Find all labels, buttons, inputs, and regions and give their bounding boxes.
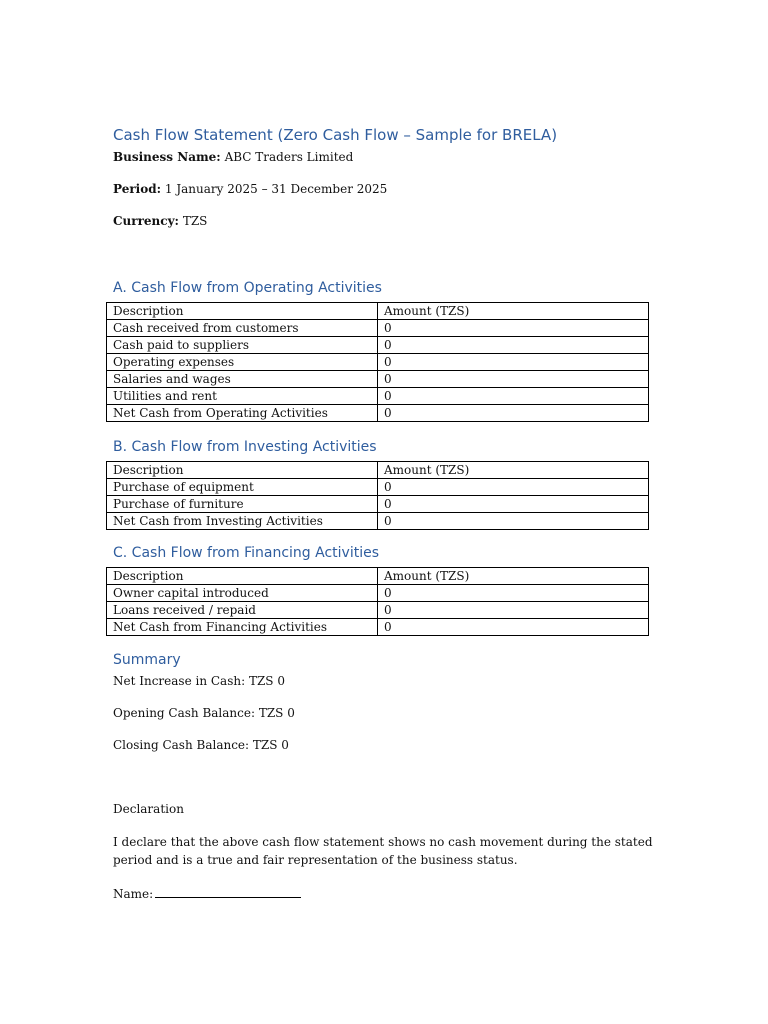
- period-line: [113, 182, 387, 196]
- header-description: Description: [107, 303, 378, 320]
- period-label: Period:: [113, 182, 162, 196]
- row-amount: 0: [378, 602, 649, 619]
- row-description: Purchase of equipment: [107, 479, 378, 496]
- document-title: Cash Flow Statement (Zero Cash Flow – Sample for BRELA): [113, 126, 558, 144]
- table-row: [107, 513, 649, 530]
- header-amount: Amount (TZS): [378, 462, 649, 479]
- financing-table: [106, 567, 649, 636]
- table-row: [107, 602, 649, 619]
- row-description: Owner capital introduced: [107, 585, 378, 602]
- table-header-row: [107, 303, 649, 320]
- row-description: Net Cash from Financing Activities: [107, 619, 378, 636]
- row-description: Purchase of furniture: [107, 496, 378, 513]
- table-row: [107, 320, 649, 337]
- row-amount: 0: [378, 405, 649, 422]
- header-description: Description: [107, 568, 378, 585]
- table-header-row: [107, 462, 649, 479]
- table-row: [107, 479, 649, 496]
- table-row: [107, 496, 649, 513]
- table-header-row: [107, 568, 649, 585]
- row-amount: 0: [378, 388, 649, 405]
- currency-line: [113, 214, 207, 228]
- opening-balance-line: Opening Cash Balance: TZS 0: [113, 706, 295, 720]
- section-heading-operating: A. Cash Flow from Operating Activities: [113, 280, 382, 296]
- currency-value: TZS: [182, 214, 208, 228]
- business-name-label: Business Name:: [113, 150, 221, 164]
- row-description: Loans received / repaid: [107, 602, 378, 619]
- name-blank-field: [155, 885, 301, 898]
- table-row: [107, 619, 649, 636]
- row-description: Operating expenses: [107, 354, 378, 371]
- row-amount: 0: [378, 337, 649, 354]
- table-row: [107, 405, 649, 422]
- section-heading-investing: B. Cash Flow from Investing Activities: [113, 439, 377, 455]
- row-description: Utilities and rent: [107, 388, 378, 405]
- row-description: Cash received from customers: [107, 320, 378, 337]
- business-name-line: [113, 150, 353, 164]
- section-heading-financing: C. Cash Flow from Financing Activities: [113, 545, 379, 561]
- investing-table: [106, 461, 649, 530]
- declaration-heading: Declaration: [113, 802, 184, 816]
- table-row: [107, 354, 649, 371]
- summary-heading: Summary: [113, 652, 181, 668]
- period-value: 1 January 2025 – 31 December 2025: [164, 182, 388, 196]
- row-description: Cash paid to suppliers: [107, 337, 378, 354]
- operating-table: [106, 302, 649, 422]
- business-name-value: ABC Traders Limited: [224, 150, 354, 164]
- declaration-text: I declare that the above cash flow statement shows no cash movement during the stated period and is a true and fair representation of the business status.: [113, 835, 653, 867]
- table-row: [107, 371, 649, 388]
- currency-label: Currency:: [113, 214, 179, 228]
- row-amount: 0: [378, 479, 649, 496]
- row-description: Salaries and wages: [107, 371, 378, 388]
- table-row: [107, 388, 649, 405]
- net-increase-line: Net Increase in Cash: TZS 0: [113, 674, 285, 688]
- table-row: [107, 337, 649, 354]
- row-amount: 0: [378, 320, 649, 337]
- table-row: [107, 585, 649, 602]
- row-amount: 0: [378, 354, 649, 371]
- header-amount: Amount (TZS): [378, 303, 649, 320]
- name-signature-line: [113, 885, 301, 901]
- header-description: Description: [107, 462, 378, 479]
- closing-balance-line: Closing Cash Balance: TZS 0: [113, 738, 289, 752]
- row-amount: 0: [378, 496, 649, 513]
- row-amount: 0: [378, 619, 649, 636]
- header-amount: Amount (TZS): [378, 568, 649, 585]
- name-label: Name:: [113, 887, 154, 901]
- row-description: Net Cash from Investing Activities: [107, 513, 378, 530]
- row-description: Net Cash from Operating Activities: [107, 405, 378, 422]
- row-amount: 0: [378, 513, 649, 530]
- row-amount: 0: [378, 371, 649, 388]
- row-amount: 0: [378, 585, 649, 602]
